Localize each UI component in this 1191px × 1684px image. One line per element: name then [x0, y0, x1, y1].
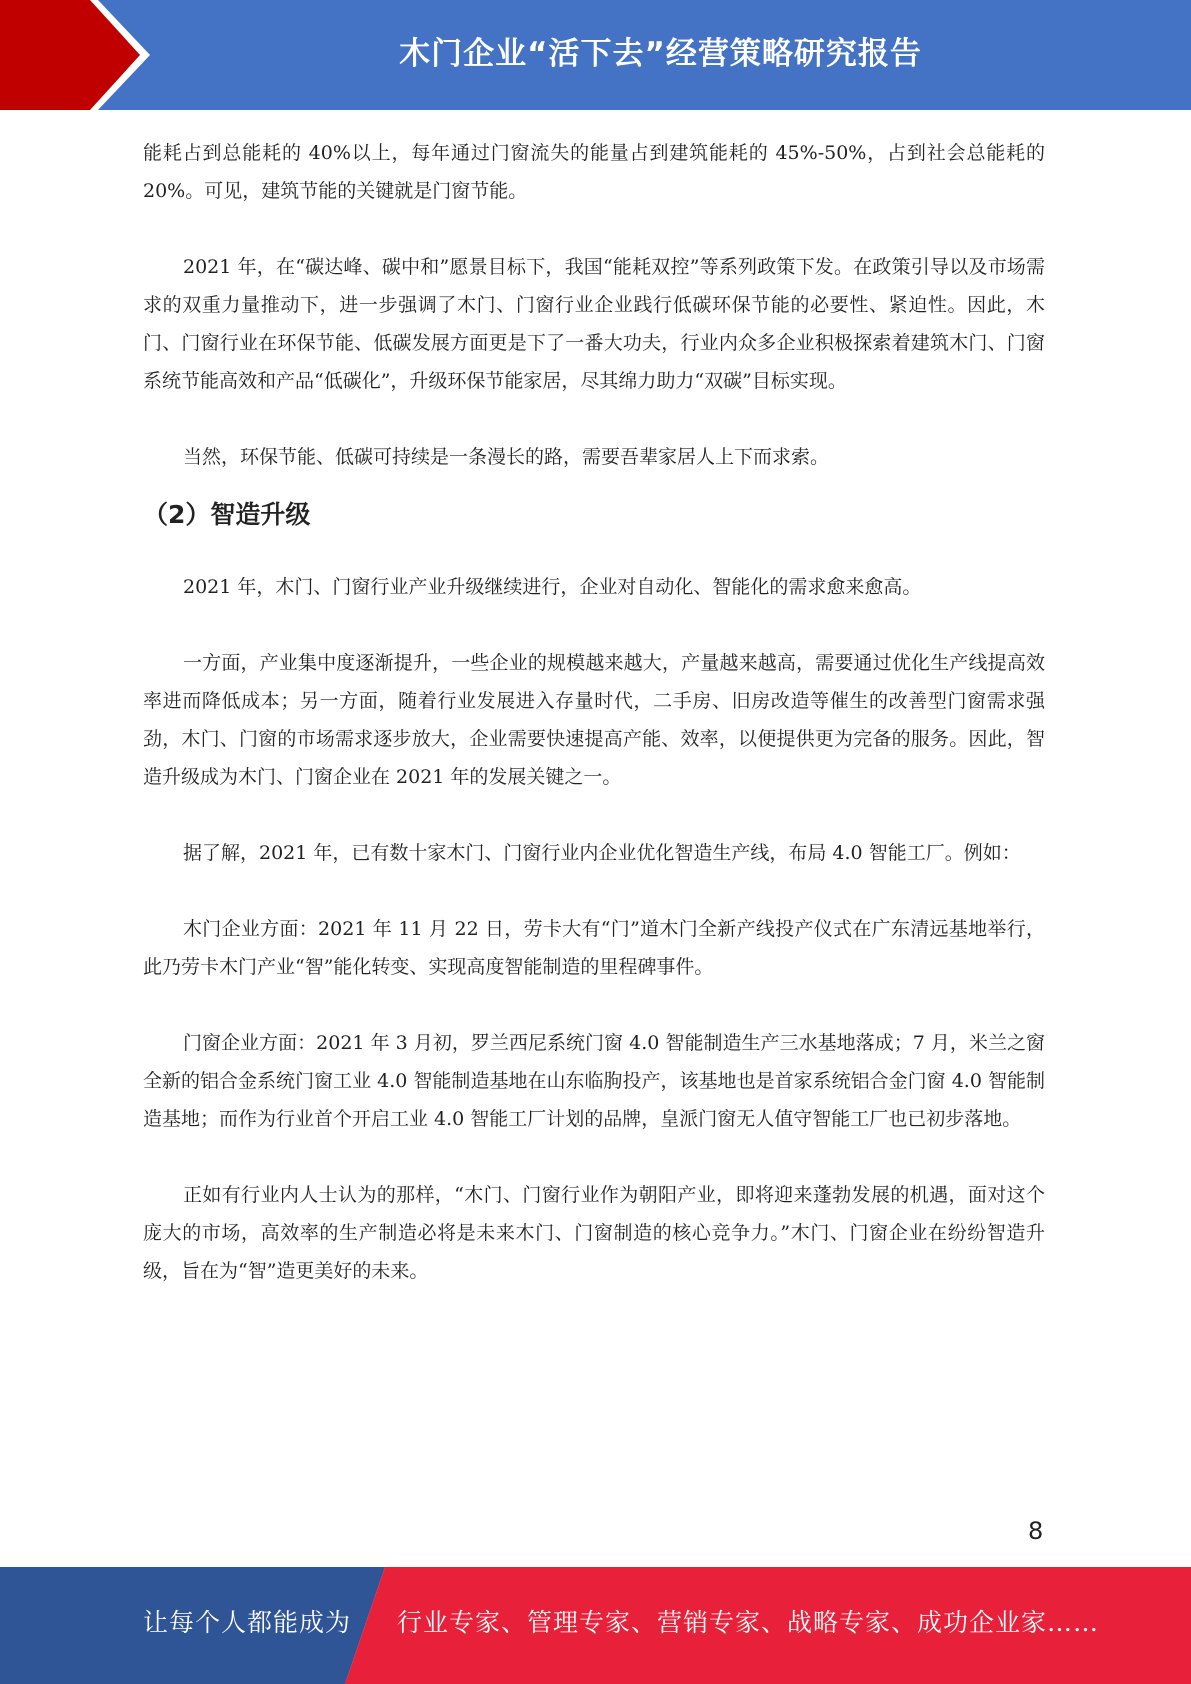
paragraph-window-example: 门窗企业方面：2021 年 3 月初，罗兰西尼系统门窗 4.0 智能制造生产三水基地落成；7 月，米兰之窗全新的铝合金系统门窗工业 4.0 智能制造基地在山东临朐投产，该基地也是首家系统铝合金门窗 4.0 智能制造基地；而作为行业首个开启工业 4.0 智能工厂计划的品牌，皇派门窗无人值守智能工厂也已初步落地。 — [143, 1032, 1045, 1130]
report-title: 木门企业“活下去”经营策略研究报告 — [399, 35, 922, 72]
paragraph-smart-factory: 据了解，2021 年，已有数十家木门、门窗行业内企业优化智造生产线，布局 4.0 智能工厂。例如： — [183, 842, 1021, 864]
paragraph-conclusion: 正如有行业内人士认为的那样，“木门、门窗行业作为朝阳产业，即将迎来蓬勃发展的机遇，面对这个庞大的市场，高效率的生产制造必将是未来木门、门窗制造的核心竞争力。”木门、门窗企业在纷纷智造升级，旨在为“智”造更美好的未来。 — [143, 1184, 1045, 1282]
page-footer — [0, 1567, 1191, 1684]
page-body — [143, 134, 1045, 1290]
page-header — [0, 0, 1191, 110]
section-heading: （2）智造升级 — [143, 500, 311, 529]
footer-slogan-left: 让每个人都能成为 — [143, 1608, 352, 1637]
paragraph-sustainability: 当然，环保节能、低碳可持续是一条漫长的路，需要吾辈家居人上下而求索。 — [183, 446, 830, 468]
paragraph-industry-upgrade: 2021 年，木门、门窗行业产业升级继续进行，企业对自动化、智能化的需求愈来愈高。 — [183, 576, 922, 598]
paragraph-dual-carbon: 2021 年，在“碳达峰、碳中和”愿景目标下，我国“能耗双控”等系列政策下发。在政策引导以及市场需求的双重力量推动下，进一步强调了木门、门窗行业企业践行低碳环保节能的必要性、紧迫性。因此，木门、门窗行业在环保节能、低碳发展方面更是下了一番大功夫，行业内众多企业积极探索着建筑木门、门窗系统节能高效和产品“低碳化”，升级环保节能家居，尽其绵力助力“双碳”目标实现。 — [143, 256, 1045, 392]
paragraph-energy-stats: 能耗占到总能耗的 40%以上，每年通过门窗流失的能量占到建筑能耗的 45%-50%，占到社会总能耗的 20%。可见，建筑节能的关键就是门窗节能。 — [143, 142, 1045, 202]
footer-slogan-right: 行业专家、管理专家、营销专家、战略专家、成功企业家…… — [397, 1608, 1100, 1637]
paragraph-capacity-demand: 一方面，产业集中度逐渐提升，一些企业的规模越来越大，产量越来越高，需要通过优化生产线提高效率进而降低成本；另一方面，随着行业发展进入存量时代，二手房、旧房改造等催生的改善型门窗需求强劲，木门、门窗的市场需求逐步放大，企业需要快速提高产能、效率，以便提供更为完备的服务。因此，智造升级成为木门、门窗企业在 2021 年的发展关键之一。 — [143, 652, 1045, 788]
page-number: 8 — [1028, 1517, 1044, 1545]
paragraph-wood-door-example: 木门企业方面：2021 年 11 月 22 日，劳卡大有“门”道木门全新产线投产仪式在广东清远基地举行，此乃劳卡木门产业“智”能化转变、实现高度智能制造的里程碑事件。 — [143, 918, 1045, 978]
